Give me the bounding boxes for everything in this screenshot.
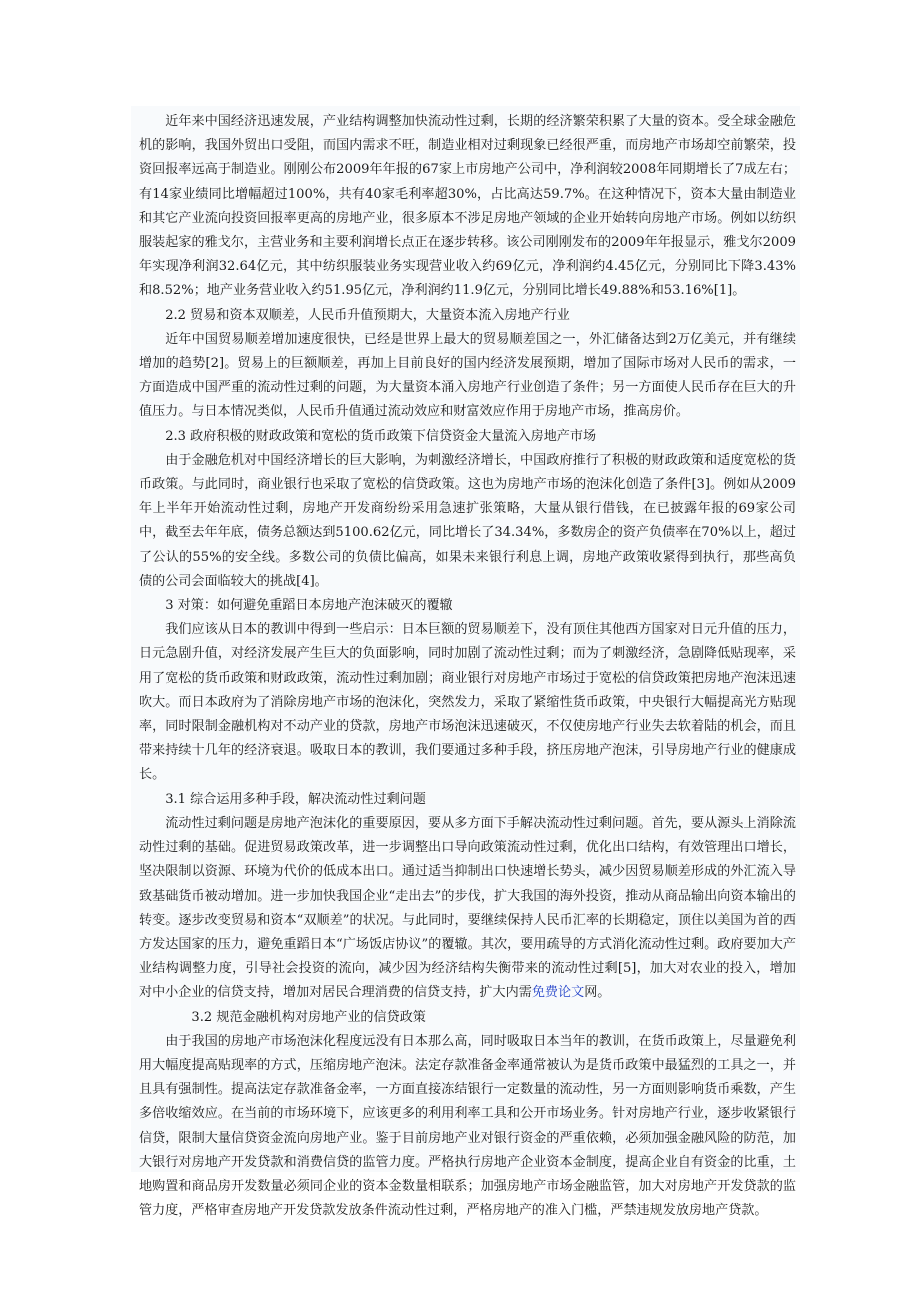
- section-heading-3-2: 3.2 规范金融机构对房地产业的信贷政策: [191, 1009, 426, 1025]
- section-heading-3-1: 3.1 综合运用多种手段，解决流动性过剩问题: [165, 791, 426, 807]
- paragraph-japan-lessons: 我们应该从日本的教训中得到一些启示：日本巨额的贸易顺差下，没有顶住其他西方国家对日元升值的压力，日元急剧升值，对经济发展产生巨大的负面影响，同时加剧了流动性过剩；而为了刺激经济，急剧降低贴现率，采用了宽松的货币政策和财政政策，流动性过剩加剧；商业银行对房地产市场过于宽松的信贷政策把房地产泡沫迅速吹大。而日本政府为了消除房地产市场的泡沫化，突然发力，采取了紧缩性货币政策，中央银行大幅提高光方贴现率，同时限制金融机构对不动产业的贷款，房地产市场泡沫迅速破灭，不仅使房地产行业失去软着陆的机会，而且带来持续十几年的经济衰退。吸取日本的教训，我们要通过多种手段，挤压房地产泡沫，引导房地产行业的健康成长。: [139, 622, 796, 783]
- section-heading-3: 3 对策：如何避免重蹈日本房地产泡沫破灭的覆辙: [165, 598, 453, 614]
- paragraph-credit-policy: 由于我国的房地产市场泡沫化程度远没有日本那么高，同时吸取日本当年的教训，在货币政策上，尽量避免利用大幅度提高贴现率的方式，压缩房地产泡沫。法定存款准备金率通常被认为是货币政策中最猛烈的工具之一，并且具有强制性。提高法定存款准备金率，一方面直接冻结银行一定数量的流动性，另一方面则影响货币乘数，产生多倍收缩效应。在当前的市场环境下，应该更多的利用利率工具和公开市场业务。针对房地产行业，逐步收紧银行信贷，限制大量信贷资金流向房地产业。鉴于目前房地产业对银行资金的严重依赖，必须加强金融风险的防范，加大银行对房地产开发贷款和消费信贷的监管力度。严格执行房地产企业资本金制度，提高企业自有资金的比重，土地购置和商品房开发数量必须同企业的资本金数量相联系；加强房地产市场金融监管，加大对房地产开发贷款的监管力度，严格审查房地产开发贷款发放条件流动性过剩，严格房地产的准入门槛，严禁违规发放房地产贷款。: [139, 1033, 796, 1219]
- section-heading-2-3: 2.3 政府积极的财政政策和宽松的货币政策下信贷资金大量流入房地产市场: [165, 428, 597, 444]
- paragraph-liquidity-measures: [139, 812, 796, 1006]
- document-body: [139, 110, 796, 1223]
- paragraph-monetary-policy: 由于金融危机对中国经济增长的巨大影响，为刺激经济增长，中国政府推行了积极的财政政策和适度宽松的货币政策。与此同时，商业银行也采取了宽松的信贷政策。这也为房地产市场的泡沫化创造了条件[3]。例如从2009年上半年开始流动性过剩，房地产开发商纷纷采用急速扩张策略，大量从银行借钱，在已披露年报的69家公司中，截至去年年底，债务总额达到5100.62亿元，同比增长了34.34%，多数房企的资产负债率在70%以上，超过了公认的55%的安全线。多数公司的负债比偏高，如果未来银行利息上调，房地产政策收紧得到执行，那些高负债的公司会面临较大的挑战[4]。: [139, 452, 796, 589]
- paragraph-liquidity-tail: 网。: [584, 985, 611, 1001]
- free-paper-link[interactable]: 免费论文: [531, 985, 585, 1001]
- paragraph-liquidity-text: 流动性过剩问题是房地产泡沫化的重要原因，要从多方面下手解决流动性过剩问题。首先，要从源头上消除流动性过剩的基础。促进贸易政策改革，进一步调整出口导向政策流动性过剩，优化出口结构，有效管理出口增长，坚决限制以资源、环境为代价的低成本出口。通过适当抑制出口快速增长势头，减少因贸易顺差形成的外汇流入导致基础货币被动增加。进一步加快我国企业“走出去”的步伐，扩大我国的海外投资，推动从商品输出向资本输出的转变。逐步改变贸易和资本“双顺差”的状况。与此同时，要继续保持人民币汇率的长期稳定，顶住以美国为首的西方发达国家的压力，避免重蹈日本“广场饭店协议”的覆辙。其次，要用疏导的方式消化流动性过剩。政府要加大产业结构调整力度，引导社会投资的流向，减少因为经济结构失衡带来的流动性过剩[5]，加大对农业的投入，增加对中小企业的信贷支持，增加对居民合理消费的信贷支持，扩大内需: [139, 815, 796, 1001]
- section-heading-2-2: 2.2 贸易和资本双顺差，人民币升值预期大，大量资本流入房地产行业: [165, 307, 570, 323]
- paragraph-trade-surplus: 近年中国贸易顺差增加速度很快，已经是世界上最大的贸易顺差国之一，外汇储备达到2万亿美元，并有继续增加的趋势[2]。贸易上的巨额顺差，再加上目前良好的国内经济发展预期，增加了国际市场对人民币的需求，一方面造成中国严重的流动性过剩的问题，为大量资本涌入房地产行业创造了条件；另一方面使人民币存在巨大的升值压力。与日本情况类似，人民币升值通过流动效应和财富效应作用于房地产市场，推高房价。: [139, 331, 796, 420]
- paragraph-economic-growth: 近年来中国经济迅速发展，产业结构调整加快流动性过剩，长期的经济繁荣积累了大量的资本。受全球金融危机的影响，我国外贸出口受阻，而国内需求不旺，制造业相对过剩现象已经很严重，而房地产市场却空前繁荣，投资回报率远高于制造业。刚刚公布2009年年报的67家上市房地产公司中，净利润较2008年同期增长了7成左右；有14家业绩同比增幅超过100%，共有40家毛利率超30%，占比高达59.7%。在这种情况下，资本大量由制造业和其它产业流向投资回报率更高的房地产业，很多原本不涉足房地产领域的企业开始转向房地产市场。例如以纺织服装起家的雅戈尔，主营业务和主要利润增长点正在逐步转移。该公司刚刚发布的2009年年报显示，雅戈尔2009年实现净利润32.64亿元，其中纺织服装业务实现营业收入约69亿元，净利润约4.45亿元，分别同比下降3.43%和8.52%；地产业务营业收入约51.95亿元，净利润约11.9亿元，分别同比增长49.88%和53.16%[1]。: [139, 114, 796, 299]
